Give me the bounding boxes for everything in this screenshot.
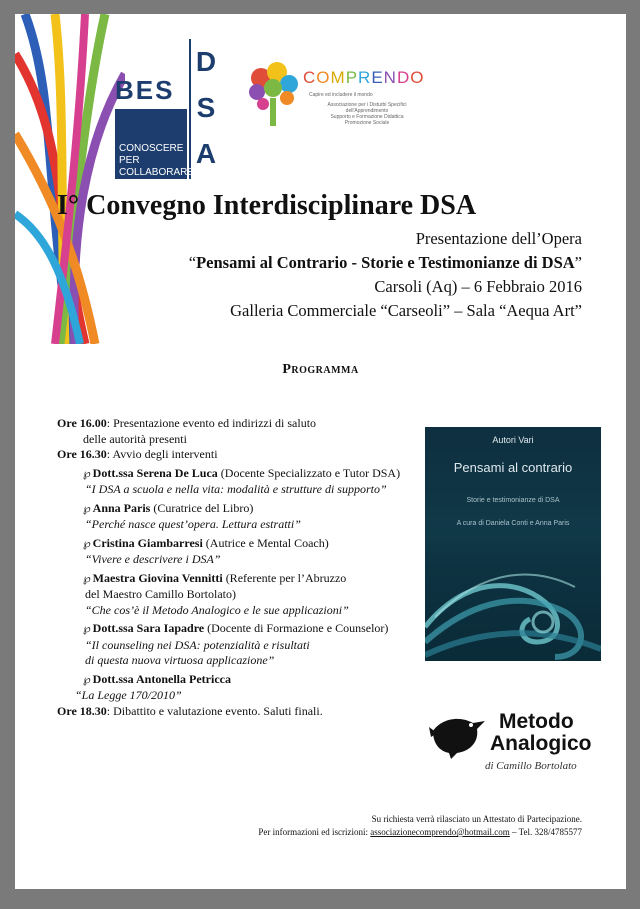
talk-title	[57, 688, 427, 704]
talk-title	[57, 603, 427, 619]
book-authors: Autori Vari	[492, 435, 534, 445]
header-line-presentazione: Presentazione dell’Opera	[415, 229, 582, 248]
speaker-role: (Curatrice del Libro)	[150, 500, 254, 515]
programma-heading	[15, 362, 626, 378]
ribbons-decoration	[15, 14, 125, 344]
speaker-row	[57, 501, 427, 518]
speaker-name: Dott.ssa Sara Iapadre	[92, 621, 205, 635]
talk-text: “I DSA a scuola e nella vita: modalità e strutture di supporto”	[85, 482, 387, 496]
comprendo-small-line: Promozione Sociale	[344, 120, 390, 126]
wave-illustration	[425, 427, 601, 661]
speaker-row	[57, 571, 427, 588]
metodo-line2: Analogico	[490, 732, 592, 755]
program-text: : Dibattito e valutazione evento. Saluti finali.	[106, 703, 323, 718]
dsa-letter: S	[196, 92, 216, 123]
comprendo-letter: O	[316, 68, 331, 87]
bullet-icon: ℘	[83, 467, 91, 480]
book-subtitle: Storie e testimonianze di DSA	[466, 497, 560, 504]
bird-icon	[427, 711, 487, 761]
speaker-role: (Autrice e Mental Coach)	[202, 535, 329, 550]
metodo-line1: Metodo	[499, 710, 574, 733]
talk-text: “Che cos’è il Metodo Analogico e le sue applicazioni”	[85, 602, 349, 617]
talk-title	[57, 482, 427, 498]
book-cover	[425, 427, 601, 661]
comprendo-letter: C	[303, 68, 317, 87]
metodo-analogico-logo	[427, 707, 607, 779]
speaker-role: (Docente di Formazione e Counselor)	[204, 621, 389, 635]
comprendo-title	[303, 68, 424, 88]
comprendo-letter: M	[330, 68, 346, 87]
speaker-row	[57, 466, 427, 483]
talk-text: di questa nuova virtuosa applicazione”	[85, 653, 275, 667]
program-text: : Avvio degli interventi	[106, 447, 218, 461]
program-item-cont: delle autorità presenti	[83, 431, 187, 446]
program-item	[57, 416, 427, 432]
comprendo-letter: N	[383, 68, 397, 87]
header-line-venue: Galleria Commerciale “Carseoli” – Sala “Aequa Art”	[230, 301, 582, 320]
bullet-icon: ℘	[83, 502, 91, 515]
header-line-opera: “Pensami al Contrario - Storie e Testimonianze di DSA”	[188, 253, 582, 272]
footer-phone: – Tel. 328/4785577	[509, 827, 582, 837]
talk-title-cont	[57, 653, 427, 669]
footer-prefix: Per informazioni ed iscrizioni:	[258, 827, 371, 837]
talk-text: “Vivere e descrivere i DSA”	[85, 552, 221, 566]
comprendo-small-line: Supporto e Formazione Didattica	[330, 114, 404, 120]
bullet-icon: ℘	[83, 537, 91, 550]
program-time: Ore 18.30	[57, 703, 107, 718]
page-title: I° Convegno Interdisciplinare DSA	[57, 190, 477, 221]
bes-box-line: COLLABORARE	[119, 167, 195, 178]
metodo-line3: di Camillo Bortolato	[485, 760, 577, 772]
comprendo-logo	[243, 60, 433, 140]
bullet-icon: ℘	[83, 673, 91, 686]
poster-page	[15, 14, 626, 889]
bes-dsa-logo	[115, 39, 225, 179]
programma-label: Programma	[282, 362, 359, 377]
program-time: Ore 16.30	[57, 447, 107, 461]
book-title: Pensami al contrario	[453, 460, 573, 475]
comprendo-letter: O	[410, 68, 425, 87]
speaker-name: Dott.ssa Serena De Luca	[92, 465, 218, 480]
comprendo-letter: D	[396, 68, 411, 87]
footer-attestato: Su richiesta verrà rilasciato un Attestato di Partecipazione.	[371, 814, 582, 824]
speaker-role: (Referente per l’Abruzzo	[222, 570, 347, 585]
bes-text: BES	[115, 75, 175, 105]
speaker-name: Anna Paris	[92, 500, 151, 515]
program-time: Ore 16.00	[57, 416, 107, 430]
tree-icon	[243, 60, 303, 130]
speaker-row	[57, 672, 427, 689]
bes-box	[115, 109, 195, 179]
dsa-letter: D	[195, 46, 217, 77]
comprendo-letter: R	[358, 68, 372, 87]
speaker-role-cont: del Maestro Camillo Bortolato)	[85, 587, 236, 601]
speaker-role: (Docente Specializzato e Tutor DSA)	[217, 465, 401, 480]
email-link[interactable]: associazionecomprendo@hotmail.com	[370, 827, 510, 837]
speaker-row	[57, 536, 427, 553]
comprendo-small-line: Associazione per i Disturbi Specifici dell'Apprendimento	[327, 102, 407, 114]
speaker-name: Maestra Giovina Vennitti	[92, 570, 223, 585]
header-line-date: Carsoli (Aq) – 6 Febbraio 2016	[374, 277, 582, 296]
dsa-letters	[189, 39, 221, 179]
footer-contacts	[258, 827, 582, 837]
talk-title	[57, 638, 427, 654]
bes-box-line: CONOSCERE	[119, 143, 184, 154]
comprendo-letter: P	[345, 68, 359, 87]
speaker-name: Dott.ssa Antonella Petricca	[92, 671, 231, 686]
program-item	[57, 704, 427, 720]
comprendo-letter: E	[371, 68, 384, 87]
comprendo-small-text	[307, 102, 427, 126]
program-text: : Presentazione evento ed indirizzi di saluto	[106, 416, 317, 430]
dsa-letter: A	[195, 138, 217, 169]
speaker-row	[57, 621, 427, 638]
talk-title	[57, 517, 427, 533]
program-list	[57, 416, 427, 719]
talk-text: “Il counseling nei DSA: potenzialità e risultati	[85, 637, 310, 652]
talk-text: “La Legge 170/2010”	[75, 688, 182, 702]
program-item	[57, 447, 427, 463]
bullet-icon: ℘	[83, 623, 91, 635]
talk-text: “Perché nasce quest’opera. Lettura estratti”	[85, 517, 301, 531]
bullet-icon: ℘	[83, 572, 91, 585]
talk-title	[57, 552, 427, 568]
bes-box-line: PER	[119, 155, 140, 166]
opera-title: Pensami al Contrario - Storie e Testimonianze di DSA	[196, 253, 575, 272]
speaker-name: Cristina Giambarresi	[92, 535, 203, 550]
book-curators: A cura di Daniela Conti e Anna Paris	[456, 520, 570, 527]
comprendo-tagline: Capire ed includere il mondo	[309, 92, 373, 98]
